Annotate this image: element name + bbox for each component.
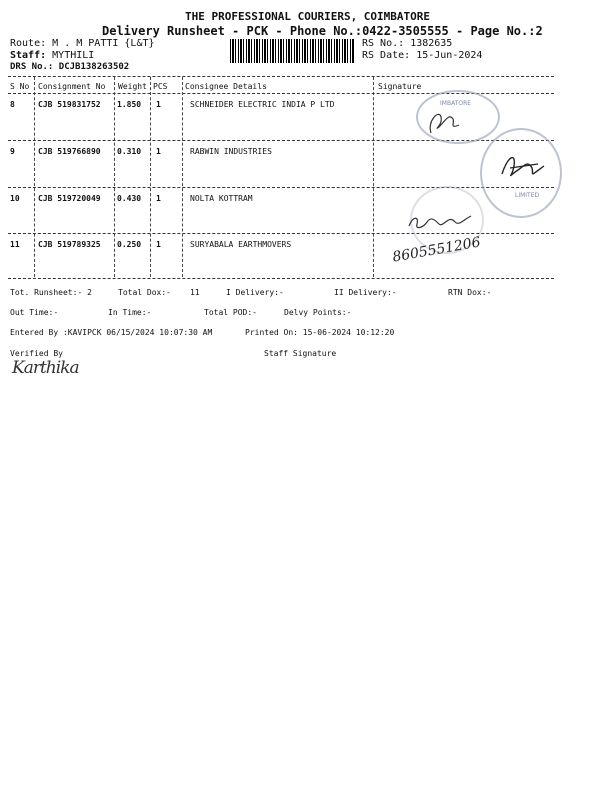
signature-row10 <box>405 204 475 238</box>
rs-no-value: 1382635 <box>410 38 453 49</box>
total-dox-value: 11 <box>190 288 200 297</box>
col-header-weight: Weight <box>118 82 147 91</box>
row-sno: 11 <box>10 240 20 249</box>
row-consignee: SURYABALA EARTHMOVERS <box>190 240 292 249</box>
row-sno: 9 <box>10 147 15 156</box>
out-time: Out Time:- <box>10 308 59 317</box>
row-consignee: RABWIN INDUSTRIES <box>190 147 272 156</box>
signature-row9 <box>498 148 548 184</box>
company-title: THE PROFESSIONAL COURIERS, COIMBATORE <box>185 10 431 23</box>
route-line <box>10 38 155 49</box>
signature-stroke <box>409 216 471 228</box>
in-time: In Time:- <box>108 308 152 317</box>
barcode <box>230 39 354 63</box>
row-consignee: NOLTA KOTTRAM <box>190 194 253 203</box>
row-pcs: 1 <box>156 194 161 203</box>
route-label: Route: <box>10 38 47 49</box>
row-rule <box>8 187 554 188</box>
col-header-consignment: Consignment No <box>38 82 106 91</box>
verified-by-label: Verified By <box>10 349 63 358</box>
divider-consignee <box>373 77 374 277</box>
stamp-text: LIMITED <box>515 192 540 199</box>
row-weight: 0.310 <box>117 147 142 156</box>
row-consignee: SCHNEIDER ELECTRIC INDIA P LTD <box>190 100 335 109</box>
stamp-text: IMBATORE <box>440 100 472 107</box>
row-consignment: CJB 519766890 <box>38 147 101 156</box>
divider-pcs <box>182 77 183 277</box>
staff-signature-label: Staff Signature <box>264 349 337 358</box>
row-consignment: CJB 519720049 <box>38 194 101 203</box>
table-top-rule <box>8 76 554 77</box>
row-pcs: 1 <box>156 147 161 156</box>
rtn-dox: RTN Dox:- <box>448 288 492 297</box>
i-delivery: I Delivery:- <box>226 288 284 297</box>
row-weight: 0.430 <box>117 194 142 203</box>
printed-on: Printed On: 15-06-2024 10:12:20 <box>245 328 395 337</box>
signature-row8 <box>425 103 465 137</box>
staff-line <box>10 50 94 61</box>
drs-label: DRS No.: <box>10 62 54 72</box>
handwritten-phone: 8605551206 <box>391 234 482 266</box>
drs-value: DCJB138263502 <box>58 62 130 72</box>
col-header-pcs: PCS <box>153 82 168 91</box>
rs-no-label: RS No.: <box>362 38 405 49</box>
divider-consignment <box>114 77 115 277</box>
row-sno: 10 <box>10 194 20 203</box>
row-pcs: 1 <box>156 240 161 249</box>
staff-value: MYTHILI <box>52 50 95 61</box>
row-pcs: 1 <box>156 100 161 109</box>
rs-date-line <box>362 50 482 61</box>
col-header-sno: S No <box>10 82 30 91</box>
signature-stroke <box>430 114 459 133</box>
route-value: M . M PATTI {L&T} <box>52 38 155 49</box>
rs-date-label: RS Date: <box>362 50 411 61</box>
row-weight: 0.250 <box>117 240 142 249</box>
col-header-signature: Signature <box>378 82 422 91</box>
ii-delivery: II Delivery:- <box>334 288 397 297</box>
delvy-points: Delvy Points:- <box>284 308 352 317</box>
rs-date-value: 15-Jun-2024 <box>416 50 483 61</box>
runsheet-subtitle: Delivery Runsheet - PCK - Phone No.:0422-3505555 - Page No.:2 <box>102 24 543 38</box>
entered-by: Entered By :KAVIPCK 06/15/2024 10:07:30 AM <box>10 328 213 337</box>
total-pod: Total POD:- <box>204 308 257 317</box>
rs-no-line <box>362 38 452 49</box>
total-dox-label: Total Dox:- <box>118 288 171 297</box>
divider-weight <box>150 77 151 277</box>
col-header-consignee: Consignee Details <box>185 82 267 91</box>
row-weight: 1.850 <box>117 100 142 109</box>
staff-label: Staff: <box>10 50 47 61</box>
divider-sno <box>34 77 35 277</box>
row-consignment: CJB 519789325 <box>38 240 101 249</box>
row-consignment: CJB 519831752 <box>38 100 101 109</box>
total-runsheet: Tot. Runsheet:- 2 <box>10 288 92 297</box>
table-bottom-rule <box>8 278 554 279</box>
drs-line <box>10 62 129 72</box>
verifier-handwritten-signature: Karthika <box>12 358 79 378</box>
row-sno: 8 <box>10 100 15 109</box>
